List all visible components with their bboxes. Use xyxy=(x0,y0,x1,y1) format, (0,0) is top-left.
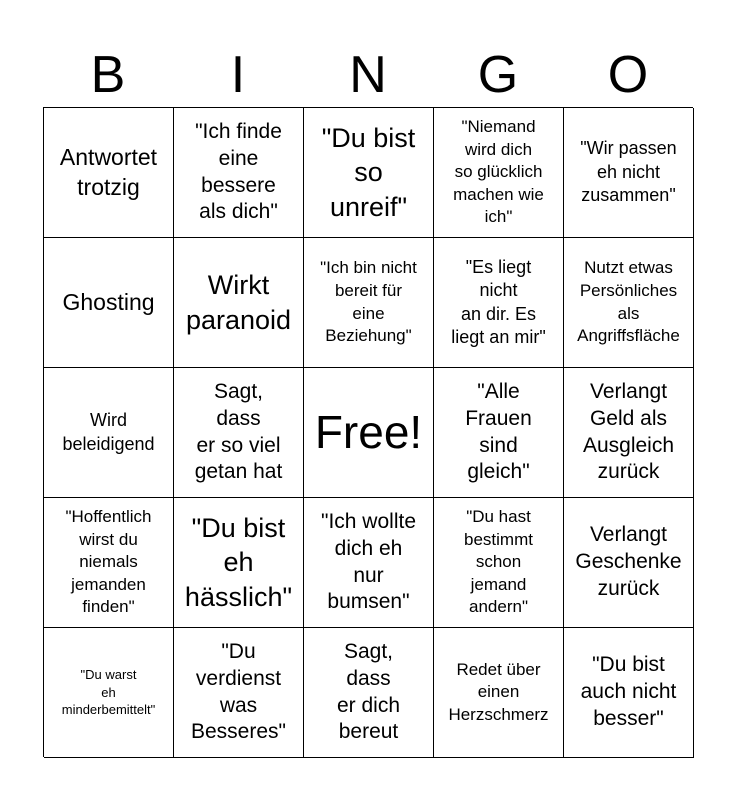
bingo-cell-text: "Du warst eh minderbemittelt" xyxy=(61,667,156,718)
bingo-cell-text: Sagt, dass er dich bereut xyxy=(336,639,401,744)
bingo-cell-r2c1[interactable] xyxy=(44,238,174,368)
bingo-cell-text: "Es liegt nicht an dir. Es liegt an mir" xyxy=(451,256,546,347)
header-letter-n: N xyxy=(349,46,387,104)
bingo-cell-r4c1[interactable] xyxy=(44,498,174,628)
bingo-cell-r5c2[interactable] xyxy=(174,628,304,758)
bingo-cell-text: Wird beleidigend xyxy=(62,410,155,454)
bingo-cell-r3c5[interactable] xyxy=(564,368,694,498)
bingo-cell-text: Antwortet trotzig xyxy=(59,144,158,200)
bingo-cell-r3c4[interactable] xyxy=(434,368,564,498)
bingo-cell-text: Ghosting xyxy=(62,288,155,315)
bingo-cell-text: "Wir passen eh nicht zusammen" xyxy=(580,138,677,206)
bingo-cell-r2c4[interactable] xyxy=(434,238,564,368)
bingo-cell-r5c3[interactable] xyxy=(304,628,434,758)
bingo-cell-text: "Du bist eh hässlich" xyxy=(184,512,293,612)
bingo-cell-r2c2[interactable] xyxy=(174,238,304,368)
free-space-text: Free! xyxy=(314,405,423,458)
bingo-cell-text: Verlangt Geld als Ausgleich zurück xyxy=(582,379,675,484)
bingo-cell-r5c5[interactable] xyxy=(564,628,694,758)
bingo-cell-free[interactable] xyxy=(304,368,434,498)
header-letter-o: O xyxy=(607,46,649,104)
bingo-cell-r1c4[interactable] xyxy=(434,108,564,238)
bingo-cell-text: "Ich wollte dich eh nur bumsen" xyxy=(321,509,416,614)
bingo-cell-text: "Ich finde eine bessere als dich" xyxy=(195,119,282,224)
bingo-cell-text: Verlangt Geschenke zurück xyxy=(575,523,682,600)
bingo-cell-text: "Du verdienst was Besseres" xyxy=(191,639,286,744)
bingo-cell-r3c2[interactable] xyxy=(174,368,304,498)
bingo-cell-r1c2[interactable] xyxy=(174,108,304,238)
bingo-cell-r4c5[interactable] xyxy=(564,498,694,628)
bingo-cell-text: Nutzt etwas Persönliches als Angriffsfläche xyxy=(577,258,680,346)
bingo-cell-r2c3[interactable] xyxy=(304,238,434,368)
bingo-cell-text: "Niemand wird dich so glücklich machen wie ich" xyxy=(453,116,544,227)
bingo-header xyxy=(43,42,693,108)
bingo-cell-r4c4[interactable] xyxy=(434,498,564,628)
bingo-cell-r3c1[interactable] xyxy=(44,368,174,498)
bingo-cell-text: Wirkt paranoid xyxy=(185,269,292,335)
bingo-cell-text: "Du bist auch nicht besser" xyxy=(580,653,677,730)
bingo-cell-r1c1[interactable] xyxy=(44,108,174,238)
bingo-cell-text: Sagt, dass er so viel getan hat xyxy=(194,379,283,484)
bingo-cell-text: "Alle Frauen sind gleich" xyxy=(465,379,532,484)
bingo-cell-r4c3[interactable] xyxy=(304,498,434,628)
bingo-cell-text: "Hoffentlich wirst du niemals jemanden finden" xyxy=(65,506,152,617)
header-letter-b: B xyxy=(90,46,126,104)
bingo-cell-r1c3[interactable] xyxy=(304,108,434,238)
bingo-cell-text: "Ich bin nicht bereit für eine Beziehung" xyxy=(320,258,417,346)
bingo-grid xyxy=(43,107,693,757)
bingo-cell-text: "Du bist so unreif" xyxy=(321,122,416,222)
header-letter-g: G xyxy=(477,46,519,104)
bingo-cell-r4c2[interactable] xyxy=(174,498,304,628)
bingo-cell-r5c4[interactable] xyxy=(434,628,564,758)
header-letter-i: I xyxy=(230,46,246,104)
bingo-cell-text: Redet über einen Herzschmerz xyxy=(448,659,549,724)
bingo-cell-r1c5[interactable] xyxy=(564,108,694,238)
bingo-cell-r5c1[interactable] xyxy=(44,628,174,758)
bingo-cell-r2c5[interactable] xyxy=(564,238,694,368)
bingo-cell-text: "Du hast bestimmt schon jemand andern" xyxy=(464,506,533,617)
